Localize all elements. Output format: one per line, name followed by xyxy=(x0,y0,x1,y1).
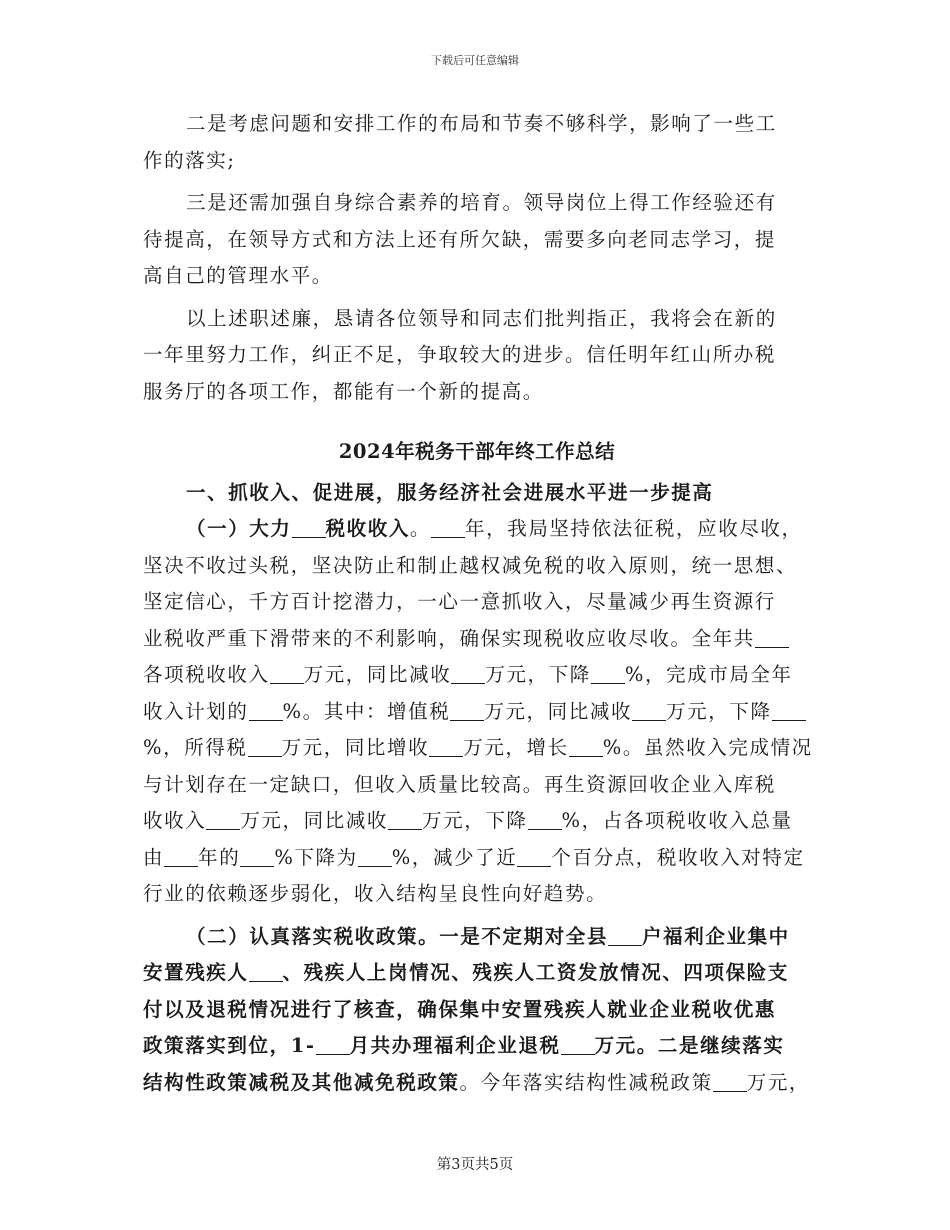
text-span: 万元，同比减收 xyxy=(303,663,452,686)
text-span: 各项税收收入 xyxy=(143,663,270,686)
blank-field xyxy=(561,1032,595,1055)
page-footer: 第3页共5页 xyxy=(436,1157,514,1173)
text-span: 安置残疾人 xyxy=(143,961,249,984)
text-span: 、残疾人上岗情况、残疾人工资发放情况、四项保险支 xyxy=(282,961,789,984)
text-span: 万元，同比增收 xyxy=(281,736,430,759)
text-span: 万元，下降 xyxy=(666,699,772,723)
blank-field xyxy=(358,844,392,867)
text-line xyxy=(143,803,811,840)
text-span: %，减少了近 xyxy=(391,845,518,869)
text-line: 作的落实; xyxy=(143,148,236,172)
blank-field xyxy=(608,923,642,946)
text-line: 行业的依赖逐步弱化，收入结构呈良性向好趋势。 xyxy=(143,882,608,905)
subheading-text: （一）大力 xyxy=(186,517,292,540)
paragraph-problem-2 xyxy=(143,106,811,179)
blank-field xyxy=(569,734,603,757)
blank-field xyxy=(517,844,551,867)
text-line: 坚定信心，千方百计挖潜力，一心一意抓收入，尽量减少再生资源行 xyxy=(143,590,777,613)
header-note: 下载后可任意编辑 xyxy=(431,54,519,67)
paragraph-revenue xyxy=(143,511,811,913)
text-span: %下降为 xyxy=(274,845,358,869)
text-line xyxy=(143,657,811,694)
text-span: 年，我局坚持依法征税，应收尽收， xyxy=(465,517,803,540)
text-line: 以上述职述廉，恳请各位领导和同志们批判指正，我将会在新的 xyxy=(186,306,777,330)
text-span: %，所得税 xyxy=(143,736,248,759)
section-heading: 一、抓收入、促进展，服务经济社会进展水平进一步提高 xyxy=(186,480,714,504)
text-line: 付以及退税情况进行了核查，确保集中安置残疾人就业企业税收优惠 xyxy=(143,997,777,1021)
blank-field xyxy=(270,661,304,684)
text-line: 与计划存在一定缺口，但收入质量比较高。再生资源回收企业入库税 xyxy=(143,772,777,796)
blank-field xyxy=(164,844,198,867)
blank-field xyxy=(528,807,562,830)
text-span: 收收入 xyxy=(143,809,207,832)
text-line: 二是考虑问题和安排工作的布局和节奏不够科学，影响了一些工 xyxy=(186,112,777,135)
text-span: 户福利企业集中 xyxy=(642,924,790,948)
text-span: %，占各项税收收入总量 xyxy=(561,809,793,832)
text-line: 一年里努力工作，纠正不足，争取较大的进步。信任明年红山所办税 xyxy=(143,343,777,366)
blank-field xyxy=(292,515,326,538)
text-span: 。 xyxy=(409,517,432,540)
document-title: 2024年税务干部年终工作总结 xyxy=(338,440,616,463)
text-line xyxy=(143,919,811,956)
text-span: 万元。二是继续落实 xyxy=(594,1034,785,1057)
paragraph-closing xyxy=(143,301,811,411)
text-span: 万元，同比减收 xyxy=(240,809,389,832)
blank-field xyxy=(249,698,283,721)
text-line xyxy=(143,955,811,992)
text-line xyxy=(143,1065,811,1102)
blank-field xyxy=(451,661,485,684)
text-span: %。虽然收入完成情况 xyxy=(602,736,813,759)
text-line: 高自己的管理水平。 xyxy=(143,264,333,287)
text-line xyxy=(143,840,811,877)
text-span: 万元，下降 xyxy=(485,663,591,686)
blank-field xyxy=(713,1069,747,1092)
blank-field xyxy=(772,698,806,721)
paragraph-policy xyxy=(143,919,811,1102)
text-span: 万元， xyxy=(746,1070,811,1094)
subheading-text: 税收收入 xyxy=(325,517,410,540)
text-span: 业税收严重下滑带来的不利影响，确保实现税收应收尽收。全年共 xyxy=(143,626,755,650)
blank-field xyxy=(388,807,422,830)
text-line: 三是还需加强自身综合素养的培育。领导岗位上得工作经验还有 xyxy=(186,191,777,214)
text-line xyxy=(143,1028,811,1065)
text-line xyxy=(143,730,811,767)
blank-field xyxy=(206,807,240,830)
document-body xyxy=(143,106,811,1101)
blank-field xyxy=(632,698,666,721)
text-span: 万元，增长 xyxy=(463,736,569,759)
blank-field xyxy=(431,515,465,538)
blank-field xyxy=(249,959,283,982)
text-span: 结构性政策减税及其他减免税政策 xyxy=(143,1070,460,1094)
text-span: 政策落实到位，1- xyxy=(143,1034,316,1057)
blank-field xyxy=(450,698,484,721)
text-span: %。其中：增值税 xyxy=(282,699,451,723)
text-line xyxy=(143,694,811,731)
text-span: 个百分点，税收收入对特定 xyxy=(551,845,805,869)
blank-field xyxy=(316,1032,350,1055)
blank-field xyxy=(591,661,625,684)
text-line: 坚决不收过头税，坚决防止和制止越权减免税的收入原则，统一思想、 xyxy=(143,553,798,577)
text-span: 收入计划的 xyxy=(143,699,249,723)
paragraph-problem-3 xyxy=(143,185,811,295)
text-line xyxy=(143,511,811,548)
text-span: 月共办理福利企业退税 xyxy=(349,1034,561,1057)
text-span: %，完成市局全年 xyxy=(624,663,793,686)
blank-field xyxy=(429,734,463,757)
text-span: （二）认真落实税收政策。一是不定期对全县 xyxy=(186,924,609,948)
text-line: 服务厅的各项工作，都能有一个新的提高。 xyxy=(143,379,544,403)
text-span: 由 xyxy=(143,845,165,869)
text-line: 待提高，在领导方式和方法上还有所欠缺，需要多向老同志学习，提 xyxy=(143,227,777,251)
text-span: 年的 xyxy=(198,845,241,869)
text-line xyxy=(143,621,811,658)
blank-field xyxy=(240,844,274,867)
blank-field xyxy=(755,625,789,648)
text-span: 万元，下降 xyxy=(422,809,528,832)
blank-field xyxy=(248,734,282,757)
text-span: 万元，同比减收 xyxy=(484,699,633,723)
text-span: 。今年落实结构性减税政策 xyxy=(459,1070,713,1094)
